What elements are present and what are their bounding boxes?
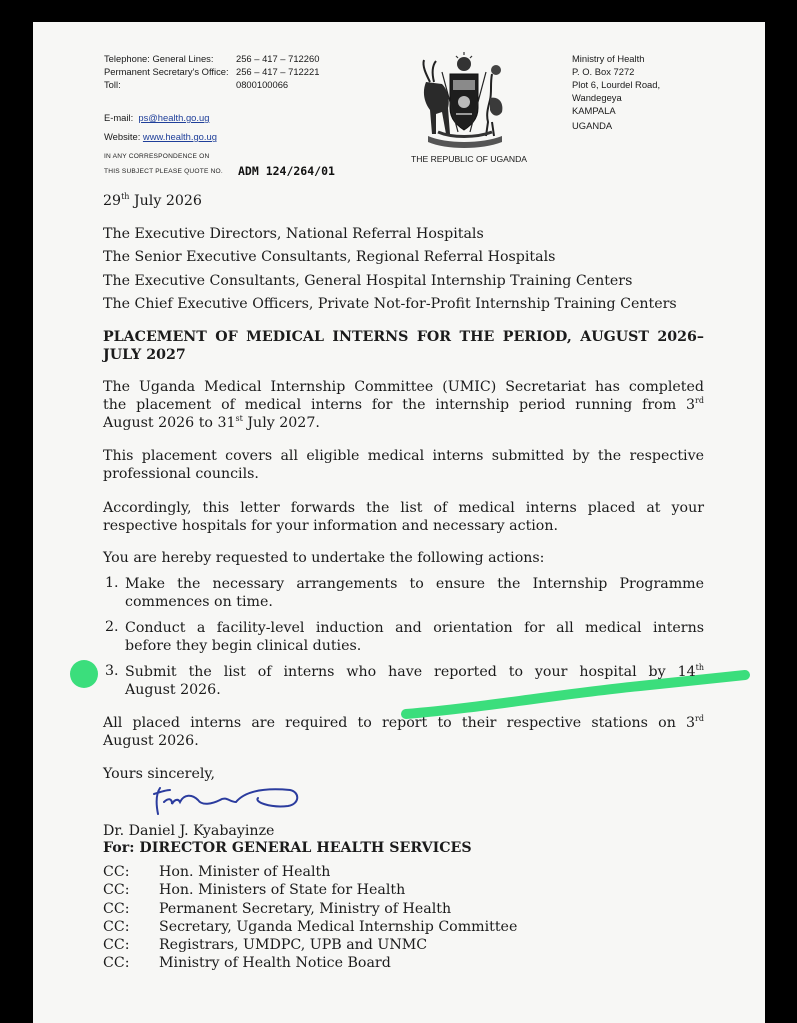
address-line: UGANDA (572, 120, 613, 131)
cc-item: Registrars, UMDPC, UPB and UNMC (159, 937, 428, 953)
email-link[interactable]: ps@health.go.ug (138, 112, 210, 123)
list-item: Conduct a facility-level induction and orientation for all medical interns (125, 620, 704, 636)
letter-date: 29th July 2026 (103, 192, 202, 209)
cc-label: CC: (103, 937, 130, 953)
phone-toll: Toll: 0800100066 (104, 79, 289, 90)
address-line: Plot 6, Lourdel Road, (572, 79, 661, 90)
address-line: Ministry of Health (572, 53, 645, 64)
paragraph-line: August 2026. (103, 733, 199, 749)
address-line: Wandegeya (572, 92, 622, 103)
reference-number: ADM 124/264/01 (238, 164, 335, 178)
subject-line-2: JULY 2027 (103, 347, 186, 363)
website-line: Website: www.health.go.ug (104, 131, 217, 142)
paragraph-line: All placed interns are required to report to their respective stations on 3rd (103, 714, 704, 731)
phone-general: Telephone: General Lines: 256 – 417 – 712260 (104, 53, 320, 64)
cc-label: CC: (103, 901, 130, 917)
cc-item: Permanent Secretary, Ministry of Health (159, 901, 452, 917)
paragraph-line: This placement covers all eligible medical interns submitted by the respective (103, 448, 704, 464)
highlight-dot (70, 660, 98, 688)
website-link[interactable]: www.health.go.ug (142, 131, 217, 142)
list-item: Submit the list of interns who have reported to your hospital by 14th (125, 663, 704, 680)
cc-item: Hon. Ministers of State for Health (159, 882, 406, 898)
cc-item: Hon. Minister of Health (159, 864, 331, 880)
cc-label: CC: (103, 919, 130, 935)
cc-label: CC: (103, 864, 130, 880)
cc-label: CC: (103, 955, 130, 971)
paragraph-line: You are hereby requested to undertake the following actions: (103, 550, 545, 566)
list-item: Make the necessary arrangements to ensure the Internship Programme (125, 576, 704, 592)
list-item: August 2026. (125, 682, 221, 698)
paragraph-line: respective hospitals for your information and necessary action. (103, 518, 558, 534)
list-number: 3. (105, 663, 119, 679)
paragraph-line: professional councils. (103, 466, 259, 482)
paragraph-line: The Uganda Medical Internship Committee (UMIC) Secretariat has completed (103, 379, 704, 395)
coat-of-arms-icon (412, 52, 516, 152)
address-line: P. O. Box 7272 (572, 66, 635, 77)
signer-role: For: DIRECTOR GENERAL HEALTH SERVICES (103, 840, 472, 856)
addressee: The Senior Executive Consultants, Regional Referral Hospitals (103, 249, 556, 265)
correspondence-note-2: THIS SUBJECT PLEASE QUOTE NO. (104, 168, 223, 175)
signer-name: Dr. Daniel J. Kyabayinze (103, 823, 275, 839)
addressee: The Executive Directors, National Referral Hospitals (103, 226, 484, 242)
cc-item: Ministry of Health Notice Board (159, 955, 391, 971)
addressee: The Executive Consultants, General Hospital Internship Training Centers (103, 273, 633, 289)
list-item: commences on time. (125, 594, 273, 610)
phone-ps-office: Permanent Secretary's Office: 256 – 417 – 712221 (104, 66, 320, 77)
cc-label: CC: (103, 882, 130, 898)
list-item: before they begin clinical duties. (125, 638, 362, 654)
cc-item: Secretary, Uganda Medical Internship Committee (159, 919, 518, 935)
signature-icon (150, 780, 310, 820)
address-line: KAMPALA (572, 105, 616, 116)
paragraph-line: the placement of medical interns for the internship period running from 3rd (103, 396, 704, 413)
subject-line: PLACEMENT OF MEDICAL INTERNS FOR THE PERIOD, AUGUST 2026– (103, 329, 704, 345)
list-number: 2. (105, 619, 119, 635)
correspondence-note-1: IN ANY CORRESPONDENCE ON (104, 153, 210, 160)
closing: Yours sincerely, (103, 766, 216, 782)
email-line: E-mail: ps@health.go.ug (104, 112, 210, 123)
paragraph-line: Accordingly, this letter forwards the list of medical interns placed at your (103, 500, 704, 516)
republic-label: THE REPUBLIC OF UGANDA (411, 154, 528, 164)
addressee: The Chief Executive Officers, Private Not-for-Profit Internship Training Centers (103, 296, 677, 312)
paragraph-line: August 2026 to 31st July 2027. (103, 414, 320, 431)
list-number: 1. (105, 575, 119, 591)
